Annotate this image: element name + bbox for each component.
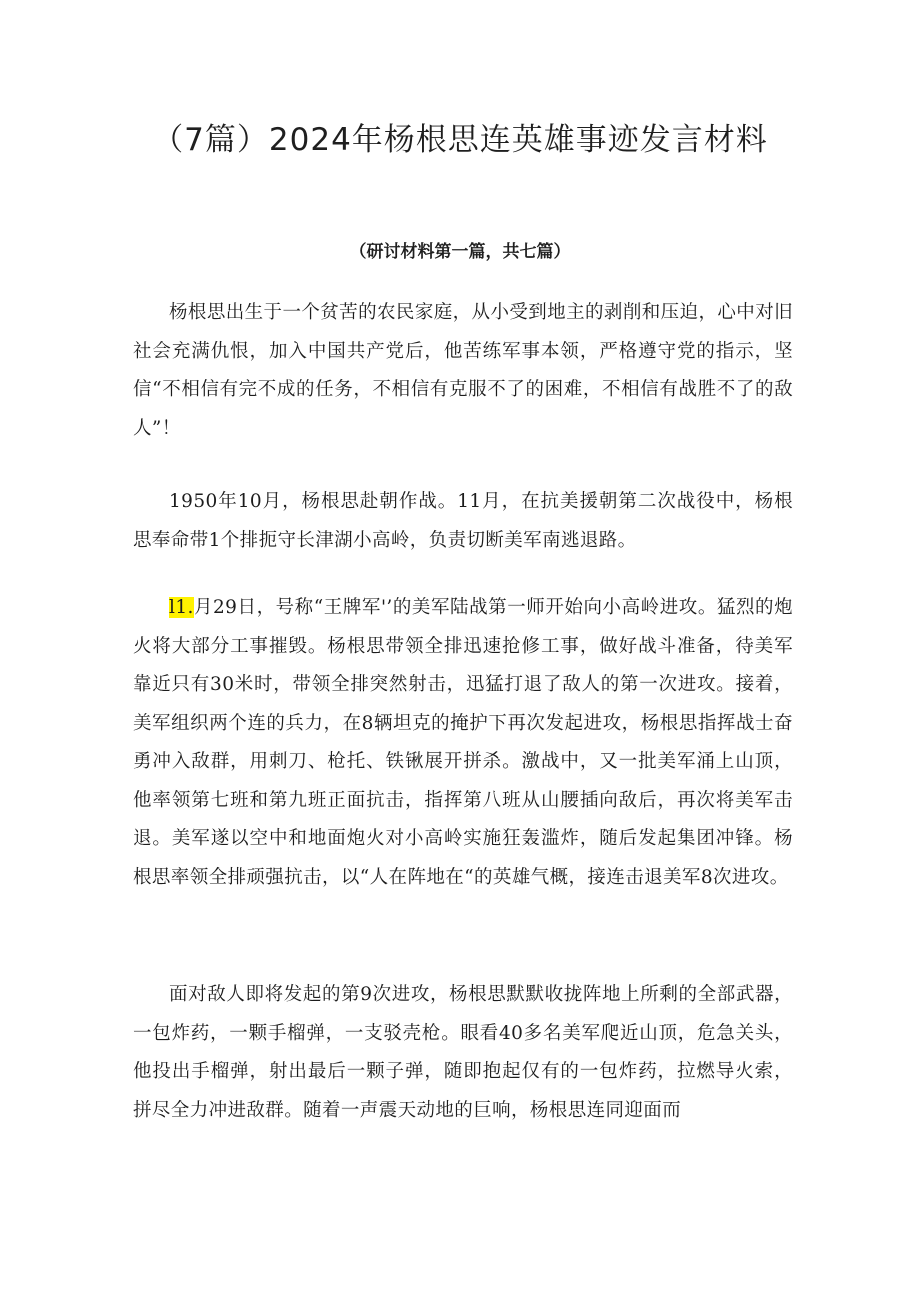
highlighted-text: l1. [169, 597, 194, 618]
paragraph-4-text: 面对敌人即将发起的第9次进攻，杨根思默默收拢阵地上所剩的全部武器，一包炸药，一颗手榴弹，一支驳壳枪。眼看40多名美军爬近山顶，危急关头，他投出手榴弹，射出最后一颗子弹，随即抱起仅有的一包炸药，拉燃导火索，拼尽全力冲进敌群。随着一声震天动地的巨响，杨根思连同迎面而 [133, 984, 793, 1121]
paragraph-3-text: 月29日，号称“王牌军'’的美军陆战第一师开始向小高岭进攻。猛烈的炮火将大部分工事摧毁。杨根思带领全排迅速抢修工事，做好战斗准备，待美军靠近只有30米时，带领全排突然射击，迅猛打退了敌人的第一次进攻。接着，美军组织两个连的兵力，在8辆坦克的掩护下再次发起进攻，杨根思指挥战士奋勇冲入敌群，用刺刀、枪托、铁锹展开拼杀。激战中，又一批美军涌上山顶，他率领第七班和第九班正面抗击，指挥第八班从山腰插向敌后，再次将美军击退。美军遂以空中和地面炮火对小高岭实施狂轰滥炸，随后发起集团冲锋。杨根思率领全排顽强抗击，以“人在阵地在“的英雄气概，接连击退美军8次进攻。 [133, 597, 793, 888]
document-subtitle: （研讨材料第一篇，共七篇） [349, 242, 571, 262]
paragraph-2 [133, 483, 793, 560]
document-title: （7篇）2024年杨根思连英雄事迹发言材料 [152, 122, 768, 158]
paragraph-3 [133, 589, 793, 897]
paragraph-2-text: 1950年10月，杨根思赴朝作战。11月，在抗美援朝第二次战役中，杨根思奉命带1个排扼守长津湖小高岭，负责切断美军南逃退路。 [133, 491, 793, 551]
paragraph-1-text: 杨根思出生于一个贫苦的农民家庭，从小受到地主的剥削和压迫，心中对旧社会充满仇恨，加入中国共产党后，他苦练军事本领，严格遵守党的指示，坚信“不相信有完不成的任务，不相信有克服不了的困难，不相信有战胜不了的敌人”！ [133, 302, 793, 439]
paragraph-1 [133, 294, 793, 448]
paragraph-4 [133, 976, 793, 1130]
